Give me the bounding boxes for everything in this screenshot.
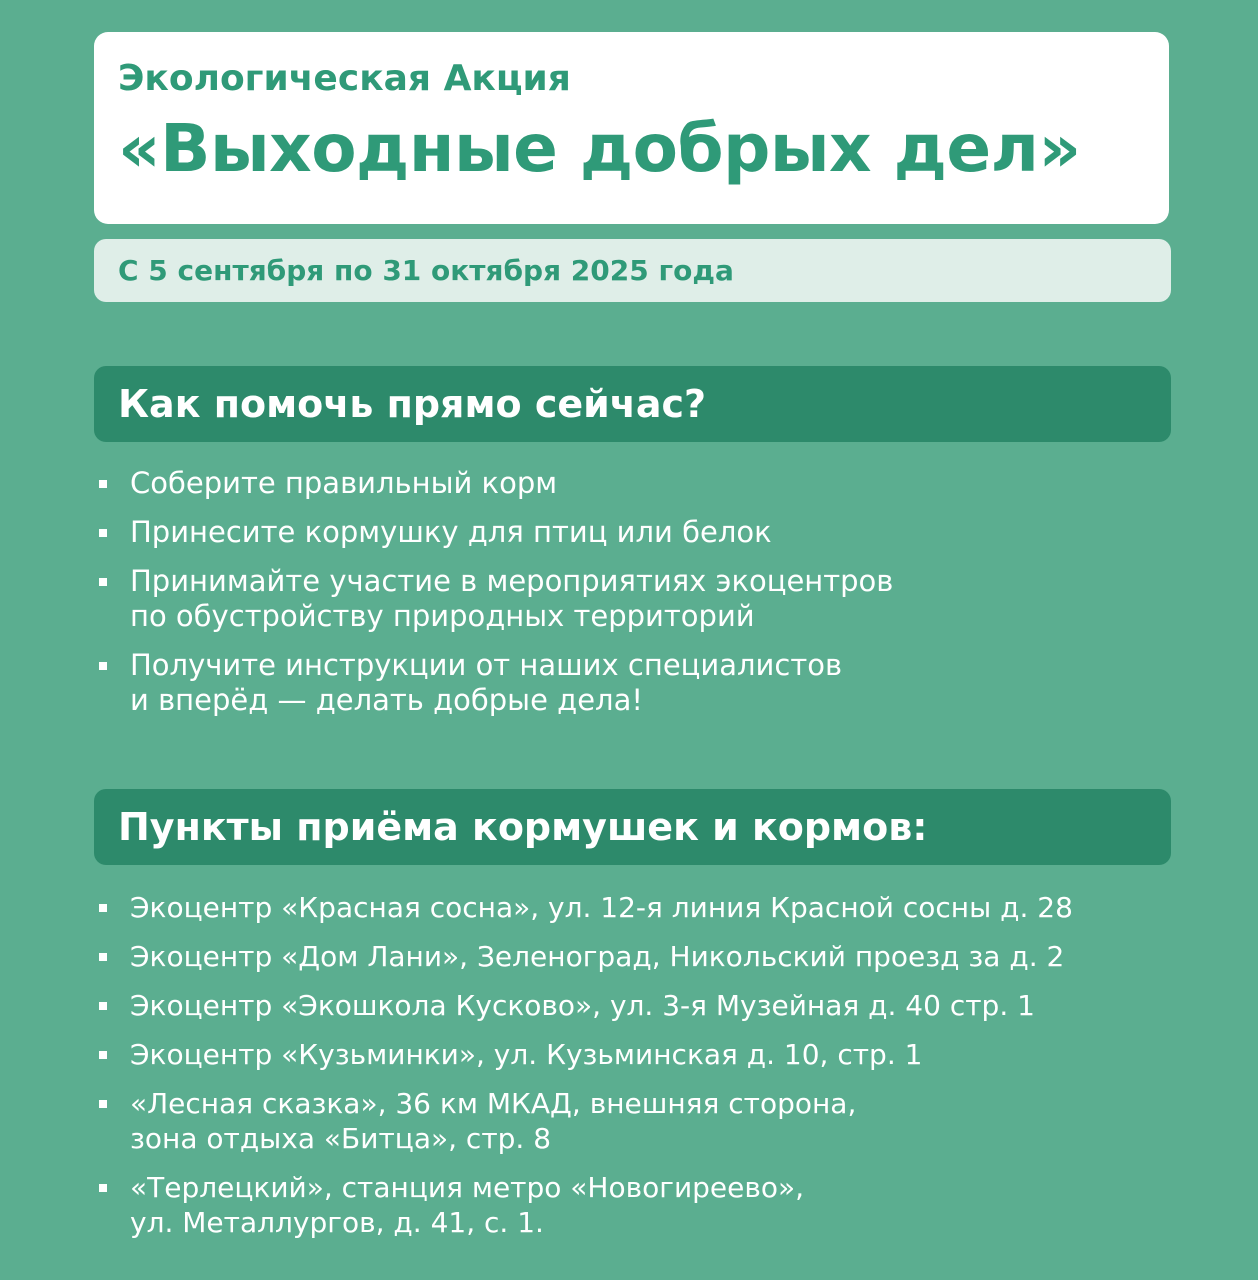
point-item-text-continued: зона отдыха «Битца», стр. 8 xyxy=(130,1122,552,1155)
event-title: «Выходные добрых дел» xyxy=(118,110,1081,187)
date-banner: С 5 сентября по 31 октября 2025 года xyxy=(94,239,1171,302)
help-item-text-continued: по обустройству природных территорий xyxy=(130,599,755,633)
point-item-text: «Лесная сказка», 36 км МКАД, внешняя сторона, xyxy=(130,1087,857,1120)
point-item xyxy=(94,1170,1194,1240)
point-item xyxy=(94,988,1194,1023)
points-section-heading: Пункты приёма кормушек и кормов: xyxy=(94,789,1171,865)
bullet-icon xyxy=(99,1184,107,1192)
bullet-icon xyxy=(99,1100,107,1108)
bullet-icon xyxy=(99,1051,107,1059)
point-item-text: Экоцентр «Кузьминки», ул. Кузьминская д. 10, стр. 1 xyxy=(130,1038,923,1071)
help-item xyxy=(94,515,1194,550)
bullet-icon xyxy=(99,578,107,586)
point-item-text-continued: ул. Металлургов, д. 41, с. 1. xyxy=(130,1206,544,1239)
point-item-text: «Терлецкий», станция метро «Новогиреево», xyxy=(130,1171,805,1204)
point-item-text: Экоцентр «Экошкола Кусково», ул. 3-я Музейная д. 40 стр. 1 xyxy=(130,989,1035,1022)
title-card xyxy=(94,32,1169,224)
help-list xyxy=(94,466,1194,732)
help-item-text: Соберите правильный корм xyxy=(130,466,558,500)
bullet-icon xyxy=(99,662,107,670)
point-item-text: Экоцентр «Красная сосна», ул. 12-я линия Красной сосны д. 28 xyxy=(130,891,1073,924)
help-section-heading: Как помочь прямо сейчас? xyxy=(94,366,1171,442)
point-item xyxy=(94,1037,1194,1072)
help-item-text-continued: и вперёд — делать добрые дела! xyxy=(130,683,643,717)
bullet-icon xyxy=(99,953,107,961)
help-item-text: Принимайте участие в мероприятиях экоцентров xyxy=(130,564,894,598)
bullet-icon xyxy=(99,904,107,912)
bullet-icon xyxy=(99,480,107,488)
help-item-text: Принесите кормушку для птиц или белок xyxy=(130,515,772,549)
point-item xyxy=(94,1086,1194,1156)
point-item xyxy=(94,939,1194,974)
help-item xyxy=(94,466,1194,501)
help-item xyxy=(94,564,1194,634)
event-subtitle: Экологическая Акция xyxy=(118,58,571,99)
points-list xyxy=(94,890,1194,1254)
bullet-icon xyxy=(99,1002,107,1010)
bullet-icon xyxy=(99,529,107,537)
point-item-text: Экоцентр «Дом Лани», Зеленоград, Никольский проезд за д. 2 xyxy=(130,940,1065,973)
point-item xyxy=(94,890,1194,925)
help-item xyxy=(94,648,1194,718)
help-item-text: Получите инструкции от наших специалистов xyxy=(130,648,843,682)
